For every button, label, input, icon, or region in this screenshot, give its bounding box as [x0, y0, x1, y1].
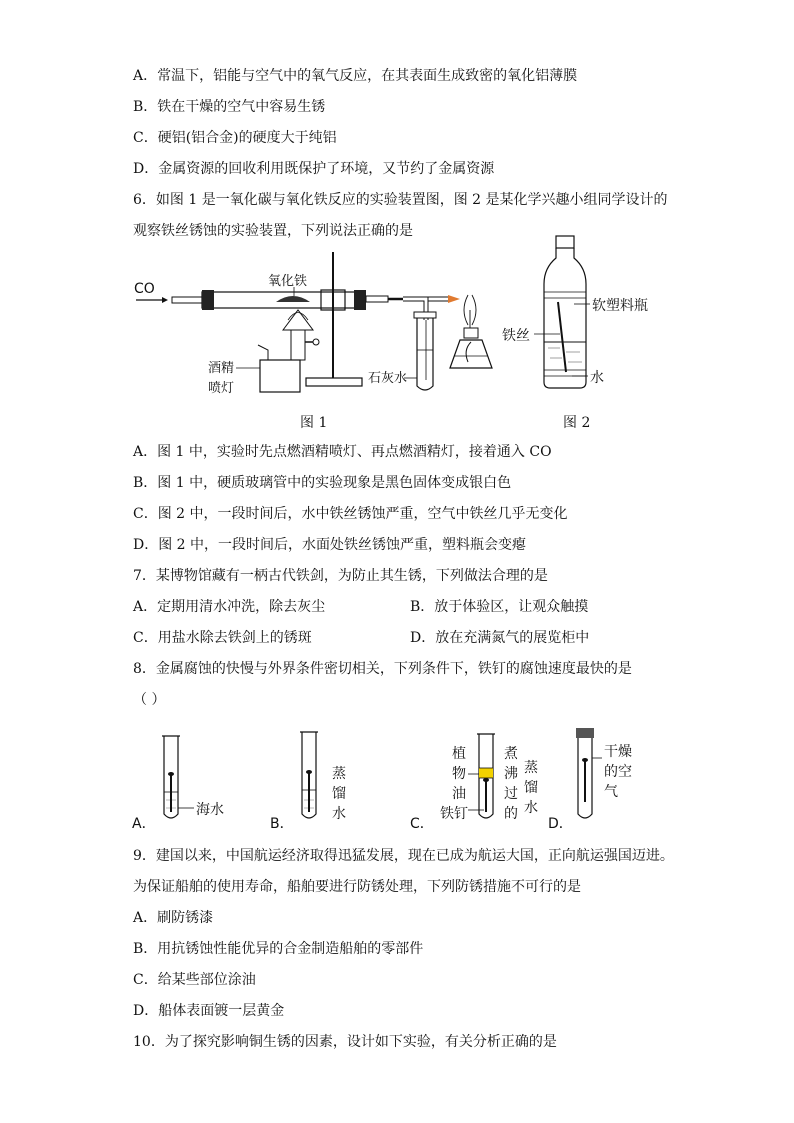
q8-b-text3: 水 [332, 806, 346, 822]
bottle-label: 软塑料瓶 [592, 298, 648, 314]
q9-option-d: D．船体表面镀一层黄金 [133, 1003, 285, 1019]
iron-oxide-label: 氧化铁 [268, 274, 308, 289]
q8-test-tubes-figure [128, 722, 668, 834]
lamp-label-line2: 喷灯 [208, 381, 235, 396]
q8-c-dist2: 馏 [524, 780, 538, 796]
q8-label-b: B． [270, 816, 294, 832]
q8-c-nail: 铁钉 [440, 806, 468, 822]
q8-c-boil4: 的 [504, 806, 518, 822]
q8-d-text3: 气 [604, 784, 618, 800]
q8-b-text2: 馏 [332, 786, 346, 802]
co-label: CO [134, 281, 155, 297]
figure-2-caption: 图 2 [563, 415, 591, 431]
q6-stem-line1: 6．如图 1 是一氧化碳与氧化铁反应的实验装置图，图 2 是某化学兴趣小组同学设计的 [133, 192, 668, 208]
q8-label-d: D． [548, 816, 573, 832]
q5-option-b: B．铁在干燥的空气中容易生锈 [133, 99, 326, 115]
q6-option-a: A．图 1 中，实验时先点燃酒精喷灯、再点燃酒精灯，接着通入 CO [133, 444, 552, 460]
q5-option-d: D．金属资源的回收利用既保护了环境，又节约了金属资源 [133, 161, 495, 177]
q9-option-b: B．用抗锈蚀性能优异的合金制造船舶的零部件 [133, 941, 424, 957]
figure-2-bottle [500, 232, 660, 400]
limewater-label: 石灰水 [368, 371, 408, 386]
wire-label: 铁丝 [502, 328, 530, 344]
q8-b-text1: 蒸 [332, 766, 346, 782]
q5-option-c: C．硬铝(铝合金)的硬度大于纯铝 [133, 130, 337, 146]
figure-1-caption: 图 1 [300, 415, 328, 431]
q8-c-boil2: 沸 [504, 766, 518, 782]
water-label: 水 [590, 370, 604, 386]
q8-a-text: 海水 [196, 802, 224, 818]
q5-option-a: A．常温下，铝能与空气中的氧气反应，在其表面生成致密的氧化铝薄膜 [133, 68, 578, 84]
figure-1-apparatus [128, 250, 498, 400]
q8-label-c: C． [410, 816, 434, 832]
q7-stem: 7．某博物馆藏有一柄古代铁剑，为防止其生锈，下列做法合理的是 [133, 568, 548, 584]
q6-option-c: C．图 2 中，一段时间后，水中铁丝锈蚀严重，空气中铁丝几乎无变化 [133, 506, 568, 522]
q6-option-b: B．图 1 中，硬质玻璃管中的实验现象是黑色固体变成银白色 [133, 475, 512, 491]
q9-stem-line2: 为保证船舶的使用寿命，船舶要进行防锈处理，下列防锈措施不可行的是 [133, 879, 581, 895]
q7-option-b: B．放于体验区，让观众触摸 [410, 599, 589, 615]
q8-c-oil3: 油 [452, 786, 466, 802]
q8-d-text2: 的空 [604, 764, 632, 780]
q8-c-boil1: 煮 [504, 746, 518, 762]
q7-option-d: D．放在充满氮气的展览柜中 [410, 630, 590, 646]
q8-label-a: A． [132, 816, 156, 832]
q8-c-boil3: 过 [504, 786, 518, 802]
q8-d-text1: 干燥 [604, 744, 632, 760]
q6-option-d: D．图 2 中，一段时间后，水面处铁丝锈蚀严重，塑料瓶会变瘪 [133, 537, 527, 553]
q9-option-c: C．给某些部位涂油 [133, 972, 256, 988]
q7-option-c: C．用盐水除去铁剑上的锈斑 [133, 630, 312, 646]
q10-stem: 10．为了探究影响铜生锈的因素，设计如下实验，有关分析正确的是 [133, 1034, 557, 1050]
lamp-label-line1: 酒精 [208, 361, 235, 376]
q7-option-a: A．定期用清水冲洗，除去灰尘 [133, 599, 326, 615]
q8-c-dist3: 水 [524, 800, 538, 816]
q8-c-oil1: 植 [452, 746, 466, 762]
q8-c-oil2: 物 [452, 766, 466, 782]
q6-stem-line2: 观察铁丝锈蚀的实验装置，下列说法正确的是 [133, 223, 413, 239]
q8-stem: 8．金属腐蚀的快慢与外界条件密切相关，下列条件下，铁钉的腐蚀速度最快的是 [133, 661, 632, 677]
q9-option-a: A．刷防锈漆 [133, 910, 214, 926]
q8-c-dist1: 蒸 [524, 760, 538, 776]
q8-answer-paren: （ ） [133, 692, 166, 708]
q9-stem-line1: 9．建国以来，中国航运经济取得迅猛发展，现在已成为航运大国，正向航运强国迈进。 [133, 848, 674, 864]
